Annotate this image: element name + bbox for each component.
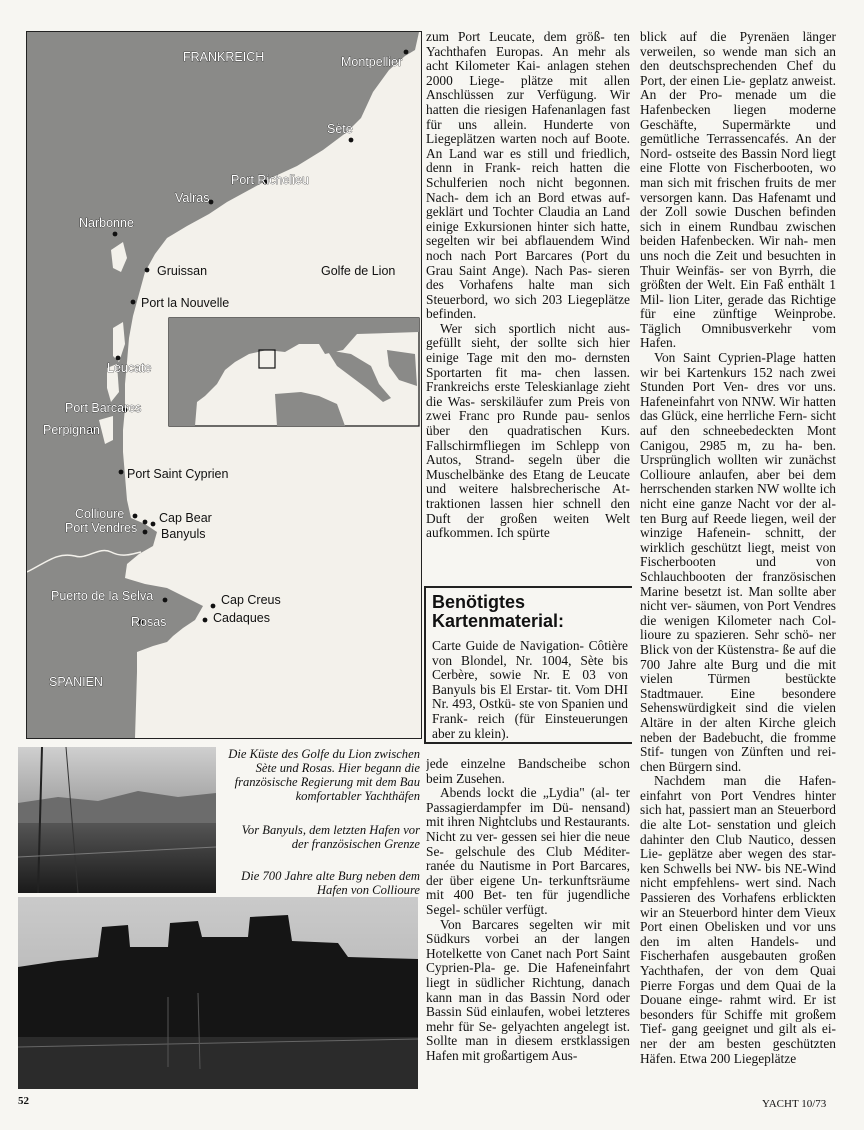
caption-map: Die Küste des Golfe du Lion zwischen Sète und Rosas. Hier begann die französische Regierung mit dem Bau komfortabler Yachthäfen [228, 747, 420, 803]
label-valras: Valras [175, 191, 210, 205]
label-rosas: Rosas [131, 615, 167, 629]
label-montpellier: Montpellier [341, 55, 403, 69]
label-banyuls: Banyuls [161, 527, 206, 541]
right-column [640, 30, 836, 1094]
label-port-la-nouvelle: Port la Nouvelle [141, 296, 230, 310]
photo-collioure-castle [18, 897, 418, 1089]
paragraph: Von Saint Cyprien-Plage hatten wir bei Kartenkurs 152 nach zwei Stunden Port Ven- dres vor uns. Hafeneinfahrt von NNW. Wir hatten das Glück, eine herrliche Fern- sicht auf den schneebedeckten Mont Canigou, 2985 m, zu ha- ben. Ursprünglich wollten wir zunächst Collioure anlaufen, aber bei dem herrschenden starken NW wollte ich nicht eine ganze Nacht vor der al- ten Burg auf Reede liegen, weil der winzige Hafenein- schnitt, der wirklich geschützt liegt, meist von Fischerbooten und von Schlauchbooten der französischen Marine besetzt ist. Man sollte aber nicht ver- säumen, von Port Vendres die wenigen Kilometer nach Col- lioure zu spazieren. Sehr schö- ner Blick von der Küstenstra- ße auf die 700 Jahre alte Burg und die mit vielen Türmen bestückte Stadtmauer. Eine besondere Sehenswürdigkeit sind die vielen Altäre in der alten Kirche gleich neben der Badebucht, die fromme Stif- tungen von Zünften und rei- chen Bürgern sind. [640, 350, 836, 774]
box-left-rule [424, 588, 426, 742]
box-bottom-rule [424, 742, 632, 744]
middle-column-top [426, 30, 630, 585]
label-narbonne: Narbonne [79, 216, 134, 230]
label-port-barcares: Port Barcares [65, 401, 142, 415]
paragraph: blick auf die Pyrenäen länger verweilen, so wende man sich an den deutschsprechenden Chef du Port, der einen Lie- geplatz anweist. An der Pro- menade um die Hafenbecken liegen moderne Geschäfte, Supermärkte und gemütliche Terrassencafés. An der Nord- ostseite des Bassin Nord liegt eine Flotte von Fischerbooten, wo man sich mit frischen fruits de mer versorgen kann. Das Hafenamt und der Zoll sowie Duschen befinden sich in einem Rundbau zwischen beiden Hafenbecken. Wir nah- men uns noch die Zeit und besuchten in Thuir Weinfäs- ser von Byrrh, die größten der Welt. Ein Faß enthält 1 Mil- lion Liter, gerade das Richtige für eine zünftige Weinprobe. Täglich Omnibusverkehr vom Hafen. [640, 30, 836, 351]
label-port-richelieu: Port Richelieu [231, 173, 309, 187]
label-cap-creus: Cap Creus [221, 593, 281, 607]
map-graphic [27, 32, 421, 738]
paragraph: jede einzelne Bandscheibe schon beim Zusehen. [426, 757, 630, 786]
label-port-saint-cyprien: Port Saint Cyprien [127, 467, 229, 481]
box-body: Carte Guide de Navigation- Côtière von Blondel, Nr. 1004, Sète bis Cerbère, sowie Nr. E 03 von Banyuls bis El Erstar- tit. Vom DHI Nr. 493, Ostkü- ste von Spanien und Frank- reich (für Einsteuerungen aber zu klein). [432, 638, 628, 741]
label-port-vendres: Port Vendres [65, 521, 138, 535]
caption-collioure: Die 700 Jahre alte Burg neben dem Hafen von Collioure [241, 869, 420, 897]
paragraph: zum Port Leucate, dem größ- ten Yachthafen Europas. An mehr als acht Kilometer Kai- anlagen stehen 2000 Liege- plätze mit allen Anschlüssen zur Verfügung. Wir hatten die riesigen Hafenanlagen fast für uns allein. Hunderte von Liegeplätzen warten noch auf Boote. An Land war es still und friedlich, denn in Frank- reich hatten die Schulferien noch nicht begonnen. Nach- dem ich an Bord etwas auf- geklärt und Tochter Claudia an Land einige Exkursionen hinter sich hatte, segelten wir bei abflauendem Wind noch nach Port Barcares (Port du Grau Saint Ange). Nach Pas- sieren des Vorhafens halte man sich Steuerbord, wo sich 203 Liegeplätze befinden. [426, 30, 630, 322]
label-leucate: Leucate [107, 361, 152, 375]
coast-map [26, 31, 422, 739]
label-golfe-de-lion: Golfe de Lion [321, 264, 396, 278]
magazine-issue: YACHT 10/73 [762, 1098, 827, 1110]
paragraph: Von Barcares segelten wir mit Südkurs vorbei an der langen Hotelkette von Canet nach Port Saint Cyprien-Pla- ge. Die Hafeneinfahrt liegt in südlicher Richtung, danach kann man in das Bassin Nord oder Bassin Süd einlaufen, wobei letzteres mehr für Se- gelyachten angelegt ist. Sollte man in diesem erstklassigen Hafen mit großartigem Aus- [426, 916, 630, 1063]
label-cadaques: Cadaques [213, 611, 270, 625]
maps-box [432, 593, 628, 743]
label-perpignan: Perpignan [43, 423, 100, 437]
paragraph: Wer sich sportlich nicht aus- gefüllt sieht, der sollte sich hier einige Tage mit den mo- dernsten Sportarten fit ma- chen lassen. Frankreichs erste Teleskianlage zieht die Was- serskiläufer zum Preis von zwei Franc pro Runde pau- senlos über den quadratischen Kurs. Fallschirmfliegen im Schlepp von Autos, Strand- segeln über die Muschelbänke des Etang de Leucate und weitere halsbrecherische At- traktionen lassen hier schnell den Duft der großen weiten Welt aufkommen. Ich spürte [426, 320, 630, 541]
box-title: Benötigtes Kartenmaterial: [432, 593, 565, 631]
label-puerto-de-la-selva: Puerto de la Selva [51, 589, 154, 603]
caption-banyuls: Vor Banyuls, dem letzten Hafen vor der französischen Grenze [241, 823, 420, 851]
paragraph: Nachdem man die Hafen- einfahrt von Port Vendres hinter sich hat, passiert man an Steuerbord die alte Lot- senstation und gleich dahinter den Club Nautico, dessen Lie- geplätze aber wegen des star- ken Schwells bei NW- bis NE-Wind nicht empfehlens- wert sind. Nach Passieren des Vorhafens erblickten wir an Steuerbord hinter dem Vieux Port einen Obelisken und vor uns den im alten Handels- und Fischerhafen ausgebauten großen Yachthafen, der von dem Quai Pierre Forgas und dem Quai de la Douane einge- rahmt wird. Er ist besonders für Schiffe mit großem Tief- gang geeignet und gilt als ei- ner der am besten geschützten Häfen. Etwa 200 Liegeplätze [640, 773, 836, 1066]
middle-column-bottom [426, 757, 630, 1093]
label-cap-bear: Cap Bear [159, 511, 212, 525]
label-collioure: Collioure [75, 507, 125, 521]
box-top-rule [424, 586, 632, 588]
inset-map [169, 318, 419, 426]
label-spanien: SPANIEN [49, 675, 103, 689]
label-gruissan: Gruissan [157, 264, 208, 278]
paragraph: Abends lockt die „Lydia" (al- ter Passagierdampfer im Dü- nensand) mit ihren Nightclubs und Restaurants. Nicht zu ver- gessen sei hier die neue Se- gelschule des Club Méditer- ranée du Nautisme in Port Barcares, der über eigene Un- terkunftsräume mit 400 Bet- ten für jugendliche Segel- schüler verfügt. [426, 785, 630, 917]
photo-banyuls [18, 747, 216, 893]
label-sete: Sète [327, 122, 353, 136]
page-number: 52 [18, 1095, 29, 1107]
label-frankreich: FRANKREICH [183, 50, 265, 64]
